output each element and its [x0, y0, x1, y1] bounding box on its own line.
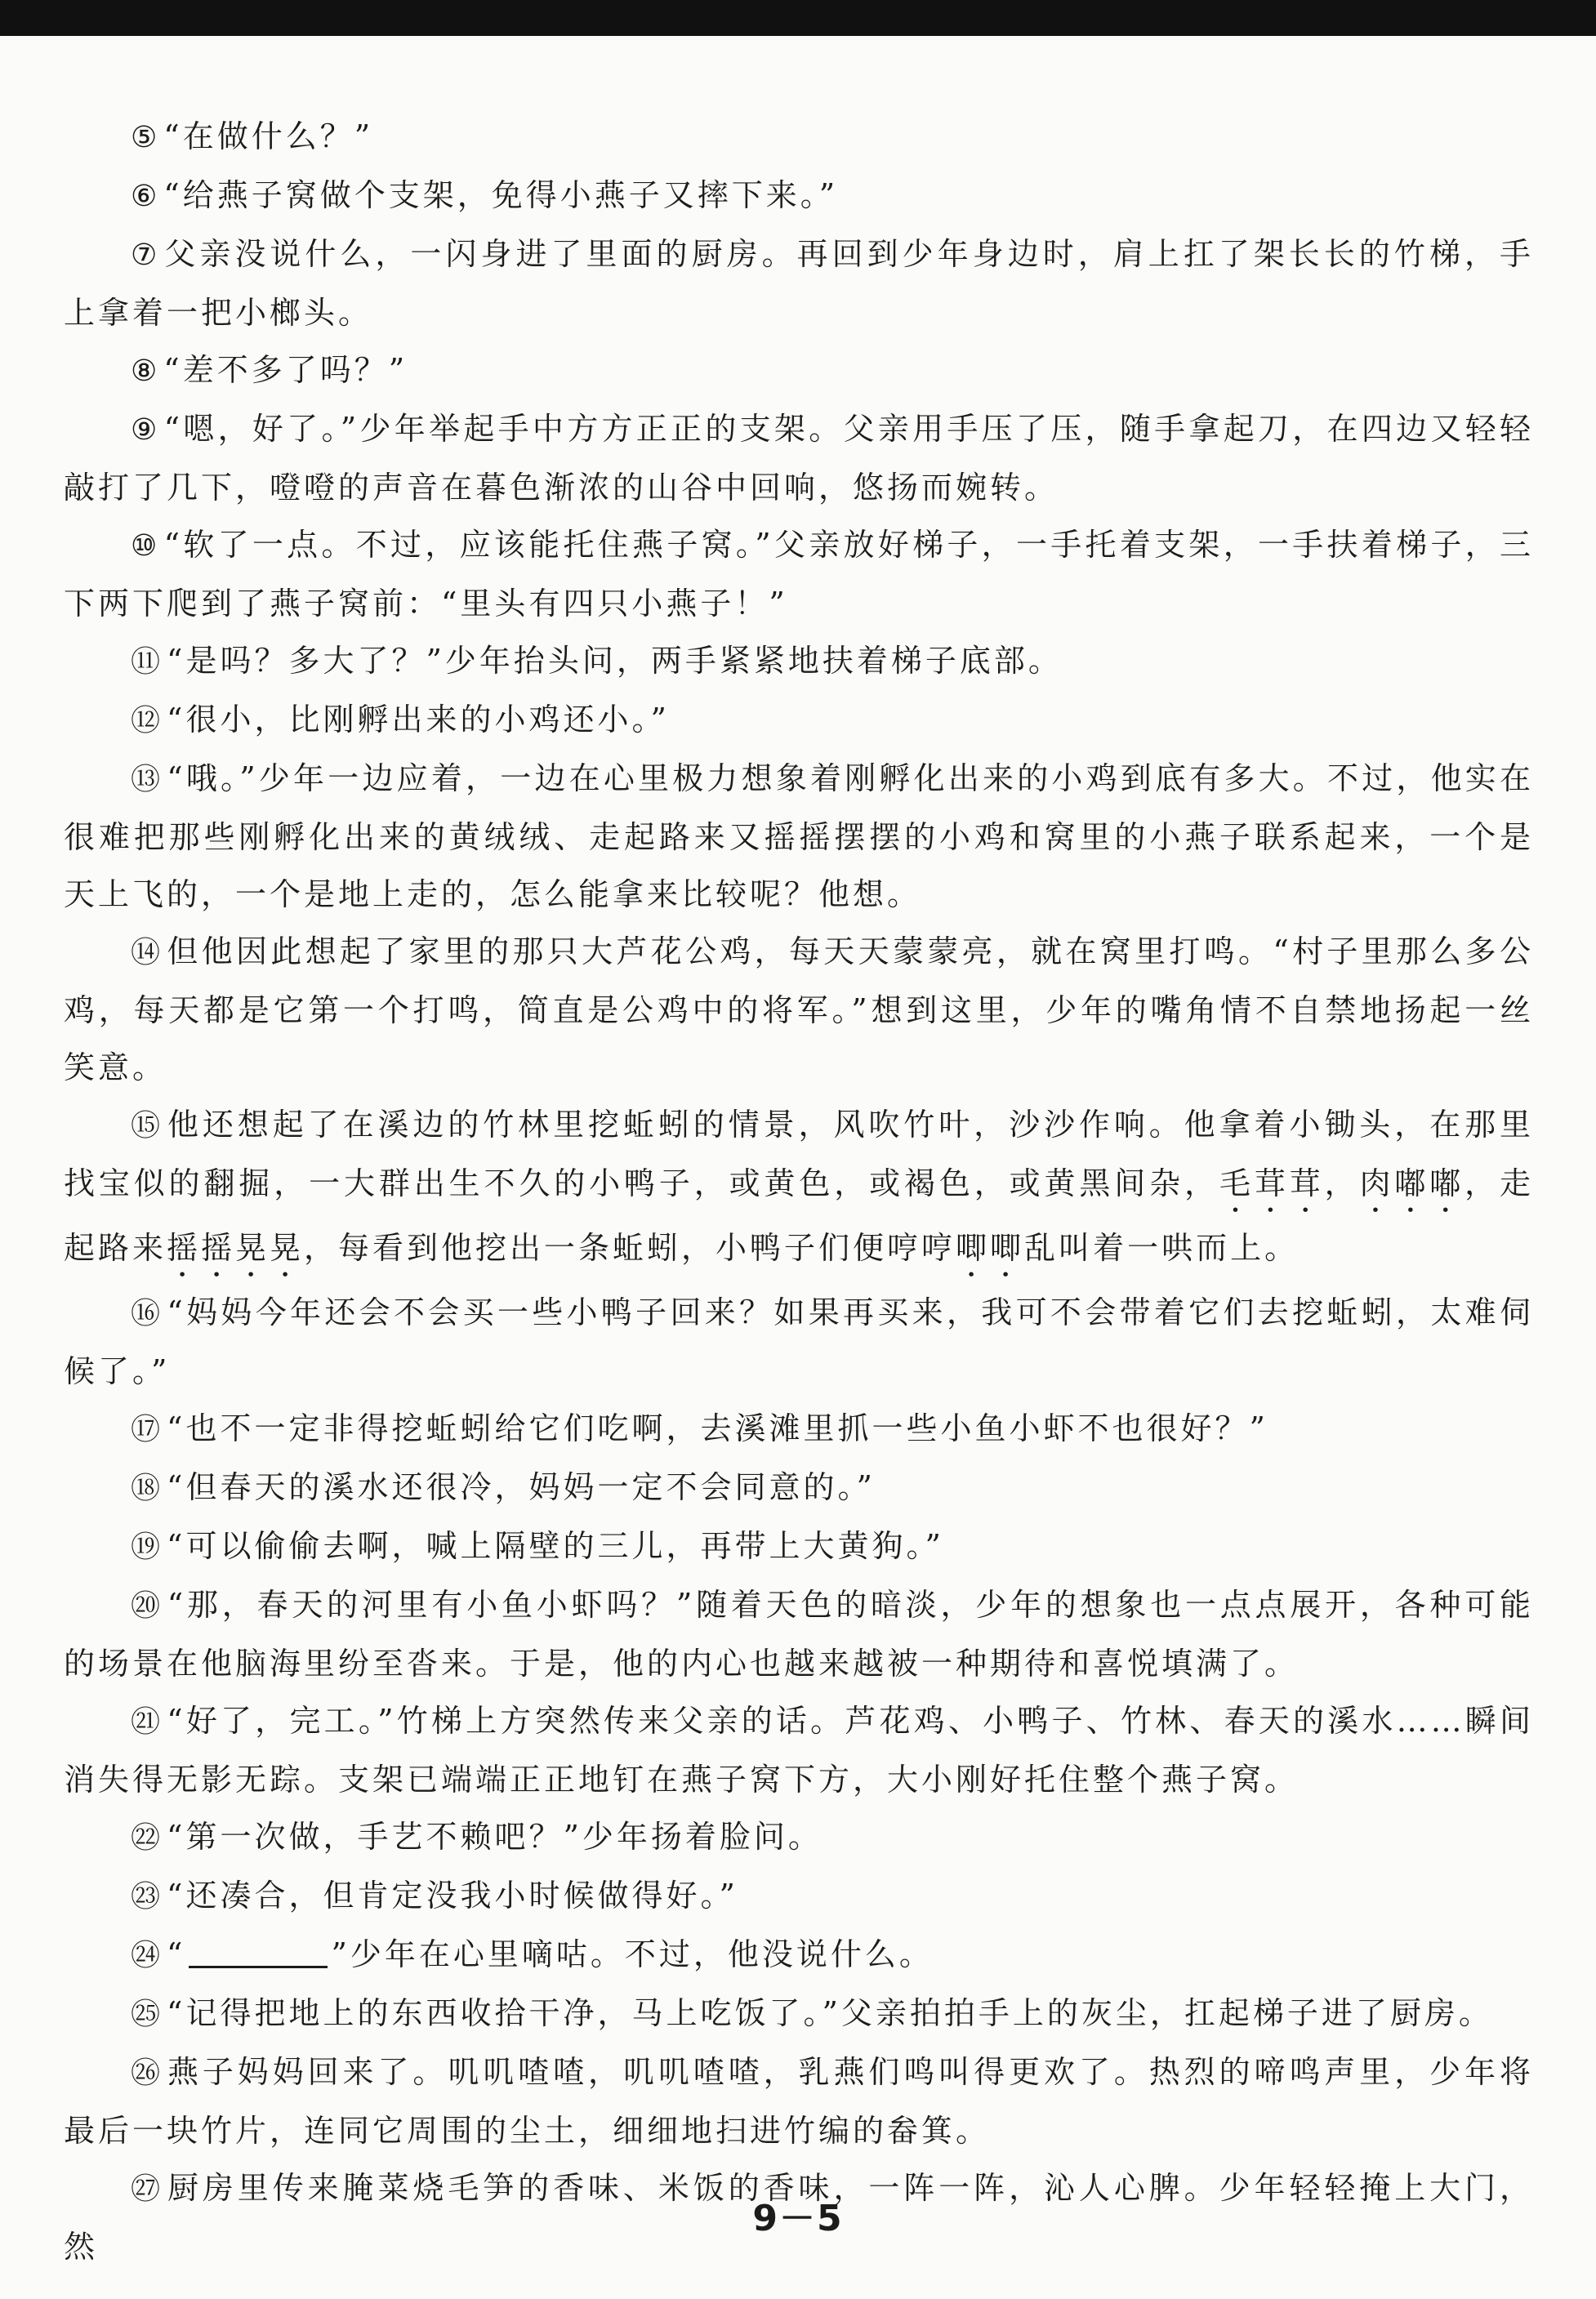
paragraph-number: ⑤: [131, 121, 161, 154]
paragraph-number: ⑭: [131, 936, 164, 969]
paragraph-number: ㉓: [131, 1880, 164, 1914]
paragraph-text: 燕子妈妈回来了。叽叽喳喳，叽叽喳喳，乳燕们鸣叫得更欢了。热烈的啼鸣声里，少年将最后一块竹片，连同它周围的尘土，细细地扫进竹编的畚箕。: [64, 2054, 1534, 2149]
paragraph-text: 乱叫着一哄而上。: [1024, 1230, 1300, 1266]
paragraph-text: ”少年在心里嘀咕。不过，他没说什么。: [331, 1936, 934, 1972]
paragraph-11: [64, 632, 1534, 691]
paragraph-26: [64, 2043, 1534, 2159]
paragraph-21: [64, 1692, 1534, 1808]
paragraph-23: [64, 1867, 1534, 1926]
paragraph-number: ⑪: [131, 645, 164, 679]
paragraph-text: “差不多了吗？”: [163, 352, 408, 388]
paragraph-25: [64, 1985, 1534, 2043]
paragraph-number: ⑱: [131, 1472, 164, 1505]
page-number: 9－5: [752, 2198, 844, 2239]
paragraph-15: [64, 1096, 1534, 1284]
paragraph-text: ，走起路来: [64, 1165, 1534, 1266]
paragraph-text: “那，春天的河里有小鱼小虾吗？”随着天色的暗淡，少年的想象也一点点展开，各种可能的场景在他脑海里纷至沓来。于是，他的内心也越来越被一种期待和喜悦填满了。: [64, 1587, 1534, 1682]
emphasized-text: 唧唧: [956, 1230, 1025, 1266]
paragraph-19: [64, 1517, 1534, 1576]
paragraph-number: ㉖: [131, 2056, 164, 2090]
paragraph-20: [64, 1576, 1534, 1692]
paragraph-text: “软了一点。不过，应该能托住燕子窝。”父亲放好梯子，一手托着支架，一手扶着梯子，三下两下爬到了燕子窝前：“里头有四只小燕子！”: [64, 527, 1535, 622]
paragraph-text: “妈妈今年还会不会买一些小鸭子回来？如果再买来，我可不会带着它们去挖蚯蚓，太难伺候了。”: [64, 1294, 1534, 1389]
emphasized-text: 摇摇晃晃: [167, 1230, 305, 1266]
paragraph-text: ，每看到他挖出一条蚯蚓，小鸭子们便哼哼: [304, 1230, 956, 1266]
paragraph-text: “在做什么？”: [163, 118, 374, 154]
paragraph-24: [64, 1926, 1534, 1985]
paragraph-text: 厨房里传来腌菜烧毛笋的香味、米饭的香味，一阵一阵，沁人心脾。少年轻轻掩上大门，然: [64, 2170, 1534, 2265]
paragraph-number: ㉗: [131, 2172, 164, 2206]
paragraph-text: “: [167, 1936, 186, 1972]
paragraph-number: ㉑: [131, 1705, 164, 1739]
paragraph-number: ⑮: [131, 1109, 164, 1143]
paragraph-text: “记得把地上的东西收拾干净，马上吃饭了。”父亲拍拍手上的灰尘，扛起梯子进了厨房。: [167, 1995, 1493, 2031]
answer-blank[interactable]: [189, 1935, 328, 1968]
paragraph-number: ⑦: [131, 238, 162, 272]
paragraph-text: “嗯，好了。”少年举起手中方方正正的支架。父亲用手压了压，随手拿起刀，在四边又轻轻敲打了几下，噔噔的声音在暮色渐浓的山谷中回响，悠扬而婉转。: [64, 411, 1535, 506]
text-body: [64, 108, 1534, 2275]
paragraph-number: ⑫: [131, 704, 164, 737]
top-border-bar: [0, 0, 1596, 36]
paragraph-text: “给燕子窝做个支架，免得小燕子又摔下来。”: [163, 177, 839, 213]
paragraph-text: “很小，比刚孵出来的小鸡还小。”: [167, 702, 670, 737]
paragraph-number: ⑳: [131, 1589, 164, 1623]
paragraph-number: ⑩: [131, 529, 161, 563]
paragraph-8: [64, 341, 1534, 400]
paragraph-text: 但他因此想起了家里的那只大芦花公鸡，每天天蒙蒙亮，就在窝里打鸣。“村子里那么多公鸡，每天都是它第一个打鸣，简直是公鸡中的将军。”想到这里，少年的嘴角情不自禁地扬起一丝笑意。: [64, 933, 1534, 1085]
paragraph-number: ㉕: [131, 1998, 164, 2031]
paragraph-number: ⑬: [131, 763, 164, 796]
paragraph-text: “还凑合，但肯定没我小时候做得好。”: [167, 1878, 738, 1914]
paragraph-12: [64, 691, 1534, 750]
paragraph-5: [64, 108, 1534, 167]
paragraph-10: [64, 516, 1534, 632]
paragraph-7: [64, 225, 1534, 341]
paragraph-number: ㉔: [131, 1939, 164, 1972]
paragraph-6: [64, 167, 1534, 225]
paragraph-22: [64, 1808, 1534, 1867]
paragraph-text: “但春天的溪水还很冷，妈妈一定不会同意的。”: [167, 1469, 876, 1505]
paragraph-16: [64, 1284, 1534, 1400]
paragraph-text: “哦。”少年一边应着，一边在心里极力想象着刚孵化出来的小鸡到底有多大。不过，他实在很难把那些刚孵化出来的黄绒绒、走起路来又摇摇摆摆的小鸡和窝里的小燕子联系起来，一个是天上飞的，一个是地上走的，怎么能拿来比较呢？他想。: [64, 760, 1534, 912]
paragraph-text: “好了，完工。”竹梯上方突然传来父亲的话。芦花鸡、小鸭子、竹林、春天的溪水……瞬间消失得无影无踪。支架已端端正正地钉在燕子窝下方，大小刚好托住整个燕子窝。: [64, 1703, 1534, 1798]
paragraph-number: ⑥: [131, 180, 161, 213]
paragraph-17: [64, 1400, 1534, 1459]
paragraph-text: 他还想起了在溪边的竹林里挖蚯蚓的情景，风吹竹叶，沙沙作响。他拿着小锄头，在那里找宝似的翻掘，一大群出生不久的小鸭子，或黄色，或褐色，或黄黑间杂，: [64, 1107, 1534, 1201]
paragraph-number: ㉒: [131, 1821, 164, 1855]
paragraph-text: “是吗？多大了？”少年抬头问，两手紧紧地扶着梯子底部。: [167, 643, 1063, 679]
emphasized-text: 毛茸茸，肉嘟嘟: [1219, 1165, 1465, 1201]
paragraph-number: ⑰: [131, 1413, 164, 1446]
paragraph-number: ⑲: [131, 1530, 164, 1564]
paragraph-9: [64, 400, 1534, 516]
paragraph-text: “也不一定非得挖蚯蚓给它们吃啊，去溪滩里抓一些小鱼小虾不也很好？”: [167, 1410, 1268, 1446]
paragraph-number: ⑯: [131, 1297, 164, 1330]
paragraph-text: “可以偷偷去啊，喊上隔壁的三儿，再带上大黄狗。”: [167, 1528, 944, 1564]
paragraph-13: [64, 750, 1534, 923]
paragraph-number: ⑨: [131, 413, 161, 447]
paragraph-number: ⑧: [131, 354, 161, 388]
paragraph-18: [64, 1459, 1534, 1517]
paragraph-text: 父亲没说什么，一闪身进了里面的厨房。再回到少年身边时，肩上扛了架长长的竹梯，手上拿着一把小榔头。: [64, 236, 1534, 331]
paragraph-14: [64, 923, 1534, 1096]
paragraph-text: “第一次做，手艺不赖吧？”少年扬着脸问。: [167, 1819, 823, 1855]
